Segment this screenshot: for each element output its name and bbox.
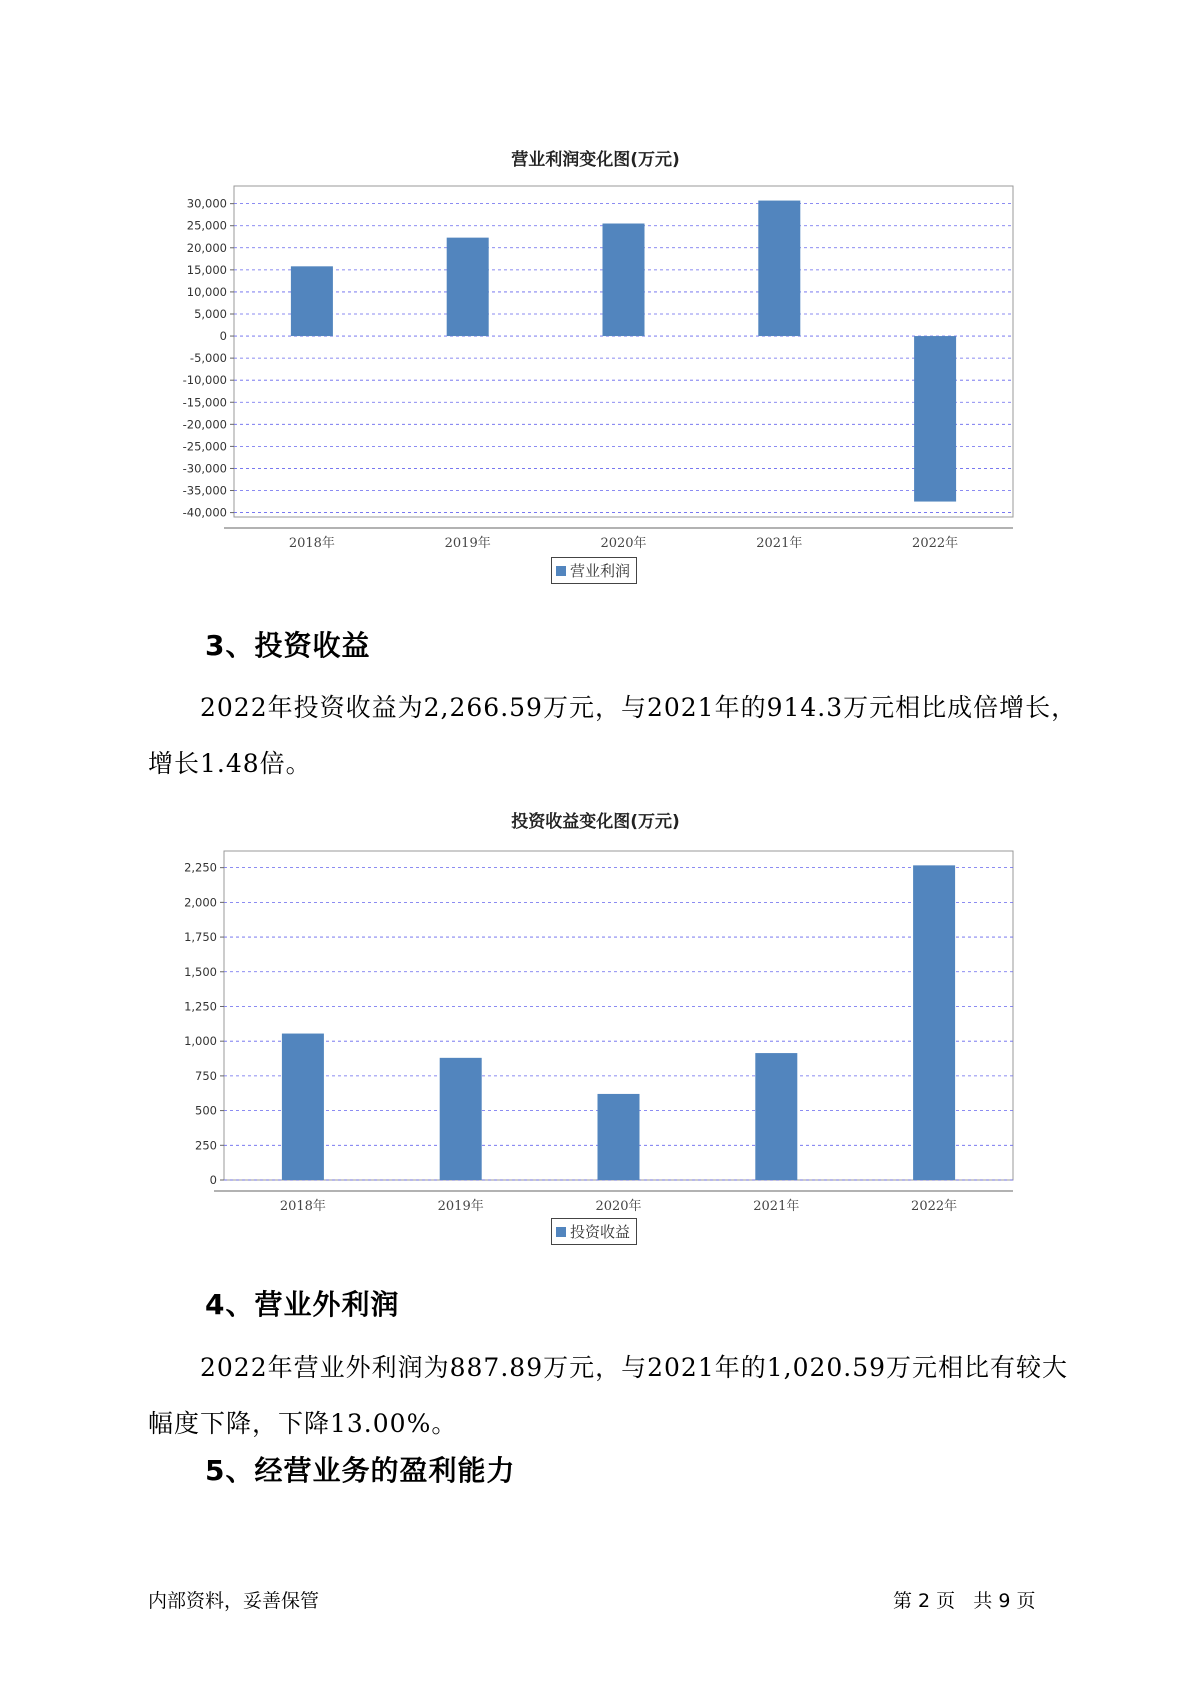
- chart1-xtick-label: 2020年: [600, 536, 647, 551]
- chart1-bar: [603, 224, 645, 337]
- chart1-ytick-label: -40,000: [182, 505, 227, 520]
- chart1-xtick-label: 2018年: [288, 536, 335, 551]
- legend-swatch-icon: [556, 1227, 566, 1237]
- chart1-xtick-label: 2021年: [756, 536, 803, 551]
- chart2-ytick-label: 500: [195, 1103, 217, 1118]
- chart1-ytick-label: 0: [219, 329, 227, 344]
- chart1-ytick-label: 30,000: [186, 196, 227, 211]
- chart2-legend-label: 投资收益: [570, 1223, 631, 1241]
- chart2-bar: [755, 1053, 797, 1180]
- chart2-ytick-label: 1,250: [184, 999, 217, 1014]
- chart1-ytick-label: -25,000: [182, 439, 227, 454]
- chart1-ytick-label: -5,000: [189, 351, 227, 366]
- chart1-ytick-label: 5,000: [194, 306, 227, 321]
- section-4-paragraph: 2022年营业外利润为887.89万元，与2021年的1,020.59万元相比有较大幅度下降，下降13.00%。: [148, 1353, 1069, 1438]
- chart1-xtick-label: 2022年: [912, 536, 959, 551]
- chart1-ytick-label: -10,000: [182, 373, 227, 388]
- section-3-paragraph: 2022年投资收益为2,266.59万元，与2021年的914.3万元相比成倍增长，增长1.48倍。: [148, 693, 1078, 778]
- chart1-title: 营业利润变化图(万元): [511, 150, 680, 170]
- chart1-bar: [291, 266, 333, 336]
- operating-profit-chart: [0, 160, 1191, 570]
- chart2-ytick-label: 1,750: [184, 930, 217, 945]
- chart1-bar: [914, 336, 956, 502]
- chart1-ytick-label: -35,000: [182, 483, 227, 498]
- chart1-ytick-label: -20,000: [182, 417, 227, 432]
- chart2-xtick-label: 2021年: [753, 1199, 800, 1214]
- legend-swatch-icon: [556, 566, 566, 576]
- section-4-heading: 4、营业外利润: [205, 1288, 400, 1321]
- chart1-ytick-label: 25,000: [186, 218, 227, 233]
- section-5-heading: 5、经营业务的盈利能力: [205, 1454, 516, 1487]
- chart1-xtick-label: 2019年: [444, 536, 491, 551]
- chart1-ytick-label: -30,000: [182, 461, 227, 476]
- chart2-ytick-label: 1,000: [184, 1034, 217, 1049]
- chart2-ytick-label: 2,250: [184, 860, 217, 875]
- chart2-ytick-label: 1,500: [184, 964, 217, 979]
- chart2-bar: [282, 1034, 324, 1180]
- chart1-bar: [758, 201, 800, 336]
- chart1-bar: [447, 238, 489, 336]
- chart1-ytick-label: 10,000: [186, 284, 227, 299]
- section-3-heading: 3、投资收益: [205, 629, 371, 662]
- chart2-ytick-label: 750: [195, 1068, 217, 1083]
- chart1-ytick-label: 15,000: [186, 262, 227, 277]
- chart1-legend: [551, 557, 637, 584]
- chart2-title: 投资收益变化图(万元): [511, 812, 680, 832]
- chart1-legend-label: 营业利润: [570, 562, 631, 580]
- chart2-bar: [913, 865, 955, 1180]
- chart2-xtick-label: 2019年: [437, 1199, 484, 1214]
- chart2-ytick-label: 2,000: [184, 895, 217, 910]
- chart2-bar: [598, 1094, 640, 1180]
- chart1-ytick-label: -15,000: [182, 395, 227, 410]
- footer-page-number: 第 2 页 共 9 页: [893, 1590, 1036, 1612]
- chart2-xtick-label: 2020年: [595, 1199, 642, 1214]
- chart2-xtick-label: 2018年: [279, 1199, 326, 1214]
- footer-confidential-note: 内部资料，妥善保管: [148, 1590, 320, 1612]
- chart2-bar: [440, 1058, 482, 1180]
- chart2-xtick-label: 2022年: [911, 1199, 958, 1214]
- chart2-ytick-label: 250: [195, 1138, 217, 1153]
- investment-income-chart: [0, 830, 1191, 1230]
- chart1-ytick-label: 20,000: [186, 240, 227, 255]
- chart2-legend: [551, 1218, 637, 1245]
- chart2-ytick-label: 0: [209, 1173, 217, 1187]
